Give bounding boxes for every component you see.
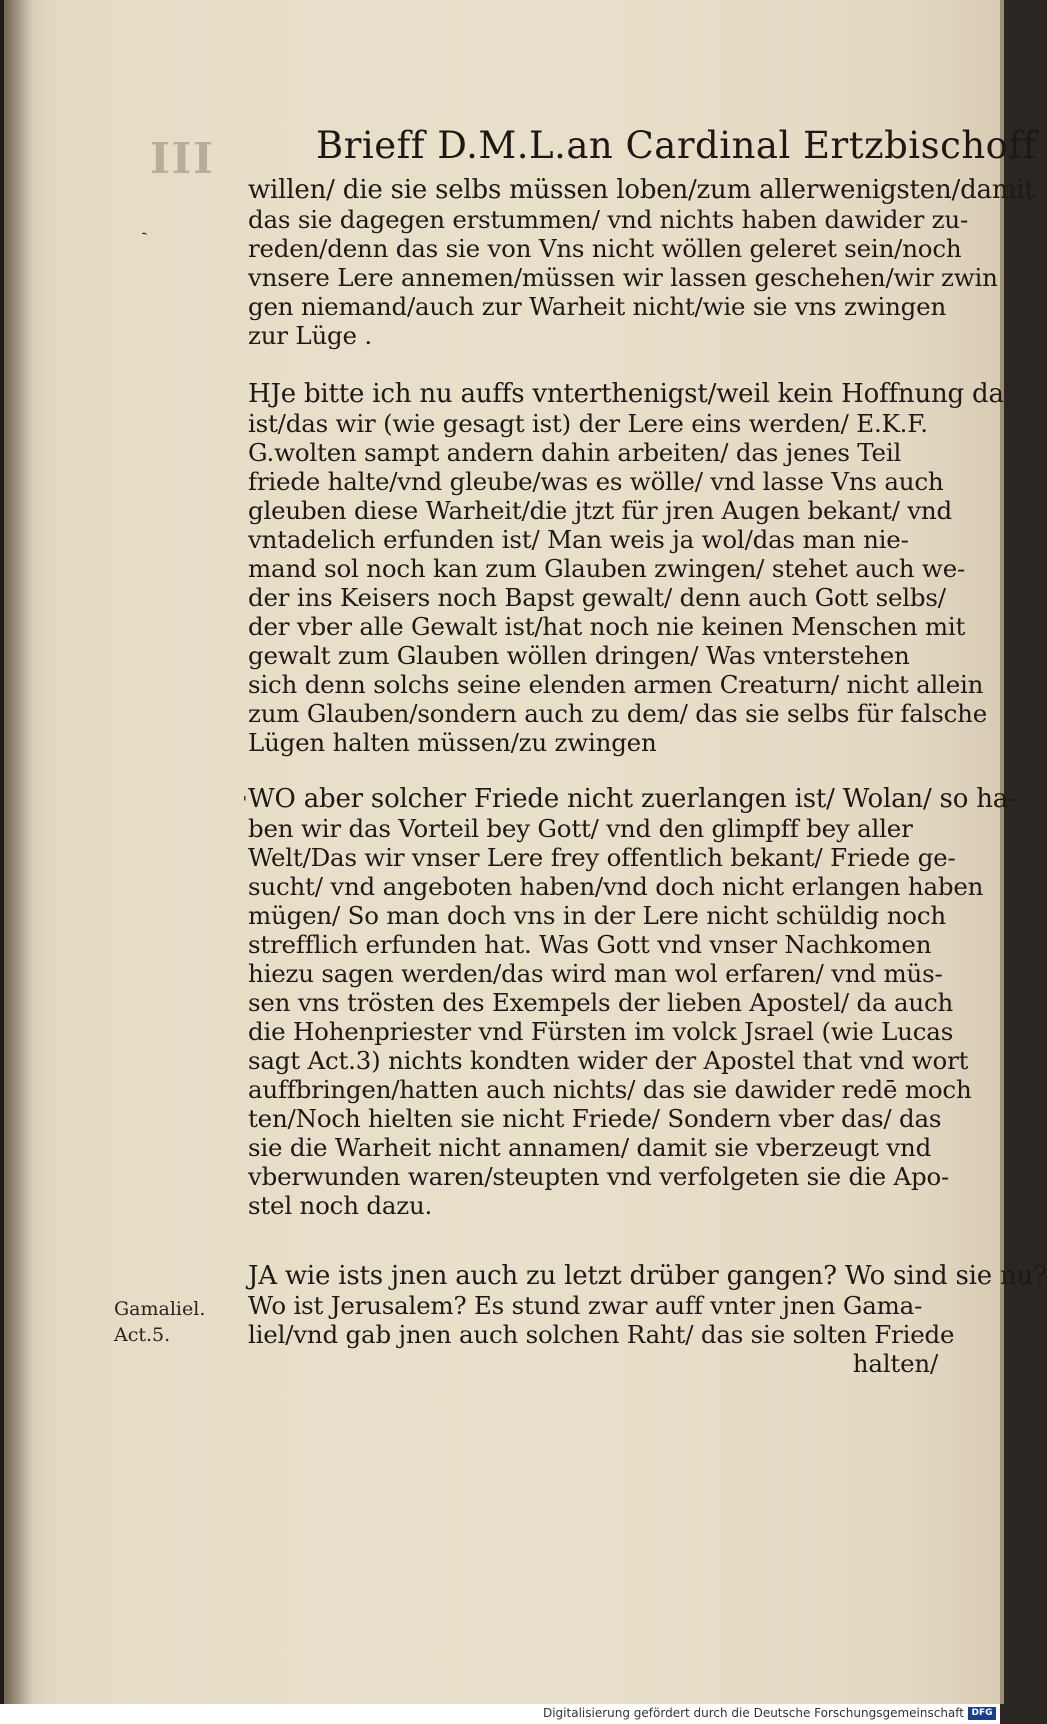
text-line: Wo ist Jerusalem? Es stund zwar auff vnter jnen Gama- <box>248 1291 923 1320</box>
text-line: ist/das wir (wie gesagt ist) der Lere eins werden/ E.K.F. <box>248 409 928 438</box>
text-line: strefflich erfunden hat. Was Gott vnd vnser Nachkomen <box>248 930 932 959</box>
text-line: sagt Act.3) nichts kondten wider der Apostel that vnd wort <box>248 1046 969 1075</box>
gutter-shadow <box>4 0 34 1704</box>
ink-mark-icon: ˈ <box>242 792 248 816</box>
paragraph-1 <box>248 175 1035 350</box>
text-line: gen niemand/auch zur Warheit nicht/wie sie vns zwingen <box>248 292 947 321</box>
margin-note-line: Gamaliel. <box>114 1298 206 1320</box>
text-line: sucht/ vnd angeboten haben/vnd doch nicht erlangen haben <box>248 872 984 901</box>
text-line: stel noch dazu. <box>248 1191 433 1220</box>
text-line: mügen/ So man doch vns in der Lere nicht schüldig noch <box>248 901 946 930</box>
paragraph-3 <box>248 784 1017 1220</box>
text-line: JA wie ists jnen auch zu letzt drüber gangen? Wo sind sie nu? <box>248 1261 1047 1291</box>
text-line: friede halte/vnd gleube/was es wölle/ vnd lasse Vns auch <box>248 467 944 496</box>
text-line: gleuben diese Warheit/die jtzt für jren Augen bekant/ vnd <box>248 496 952 525</box>
text-line: sich denn solchs seine elenden armen Creaturn/ nicht allein <box>248 670 984 699</box>
text-line: gewalt zum Glauben wöllen dringen/ Was vnterstehen <box>248 641 910 670</box>
ink-mark-icon: ˏ <box>130 212 150 239</box>
text-line: willen/ die sie selbs müssen loben/zum allerwenigsten/damit <box>248 175 1035 205</box>
text-line: zum Glauben/sondern auch zu dem/ das sie selbs für falsche <box>248 699 988 728</box>
text-line: vberwunden waren/steupten vnd verfolgeten sie die Apo- <box>248 1162 950 1191</box>
text-line: liel/vnd gab jnen auch solchen Raht/ das sie solten Friede <box>248 1320 955 1349</box>
text-line: sie die Warheit nicht annamen/ damit sie vberzeugt vnd <box>248 1133 932 1162</box>
text-line: Lügen halten müssen/zu zwingen <box>248 728 657 757</box>
text-line: der vber alle Gewalt ist/hat noch nie keinen Menschen mit <box>248 612 966 641</box>
digitization-footer <box>0 1704 1000 1724</box>
text-line: vnsere Lere annemen/müssen wir lassen geschehen/wir zwin <box>248 263 998 292</box>
text-line: die Hohenpriester vnd Fürsten im volck Jsrael (wie Lucas <box>248 1017 954 1046</box>
paragraph-4 <box>248 1261 1047 1378</box>
text-line: vntadelich erfunden ist/ Man weis ja wol/das man nie- <box>248 525 909 554</box>
text-line: halten/ <box>852 1349 938 1378</box>
text-line: das sie dagegen erstummen/ vnd nichts haben dawider zu- <box>248 205 969 234</box>
text-line: Welt/Das wir vnser Lere frey offentlich bekant/ Friede ge- <box>248 843 956 872</box>
dfg-logo-icon: DFG <box>968 1707 996 1720</box>
text-line: ben wir das Vorteil bey Gott/ vnd den glimpff bey aller <box>248 814 913 843</box>
running-header: Brieff D.M.L.an Cardinal Ertzbischoff <box>316 124 1037 167</box>
page-number: III <box>150 134 215 183</box>
footer-credit: Digitalisierung gefördert durch die Deutsche Forschungsgemeinschaft <box>542 1706 964 1720</box>
text-line: mand sol noch kan zum Glauben zwingen/ stehet auch we- <box>248 554 966 583</box>
text-line: WO aber solcher Friede nicht zuerlangen ist/ Wolan/ so ha- <box>248 784 1017 814</box>
text-line: zur Lüge . <box>248 321 372 350</box>
text-line: ten/Noch hielten sie nicht Friede/ Sondern vber das/ das <box>248 1104 942 1133</box>
text-line: der ins Keisers noch Bapst gewalt/ denn auch Gott selbs/ <box>248 583 946 612</box>
text-line: reden/denn das sie von Vns nicht wöllen geleret sein/noch <box>248 234 962 263</box>
text-line: hiezu sagen werden/das wird man wol erfaren/ vnd müs- <box>248 959 943 988</box>
text-line: sen vns trösten des Exempels der lieben Apostel/ da auch <box>248 988 954 1017</box>
text-line: G.wolten sampt andern dahin arbeiten/ das jenes Teil <box>248 438 902 467</box>
text-line: auffbringen/hatten auch nichts/ das sie dawider redē moch <box>248 1075 972 1104</box>
margin-note-line: Act.5. <box>114 1324 171 1346</box>
paragraph-2 <box>248 379 1004 757</box>
margin-note <box>114 1296 224 1348</box>
text-line: HJe bitte ich nu auffs vnterthenigst/weil kein Hoffnung da <box>248 379 1004 409</box>
